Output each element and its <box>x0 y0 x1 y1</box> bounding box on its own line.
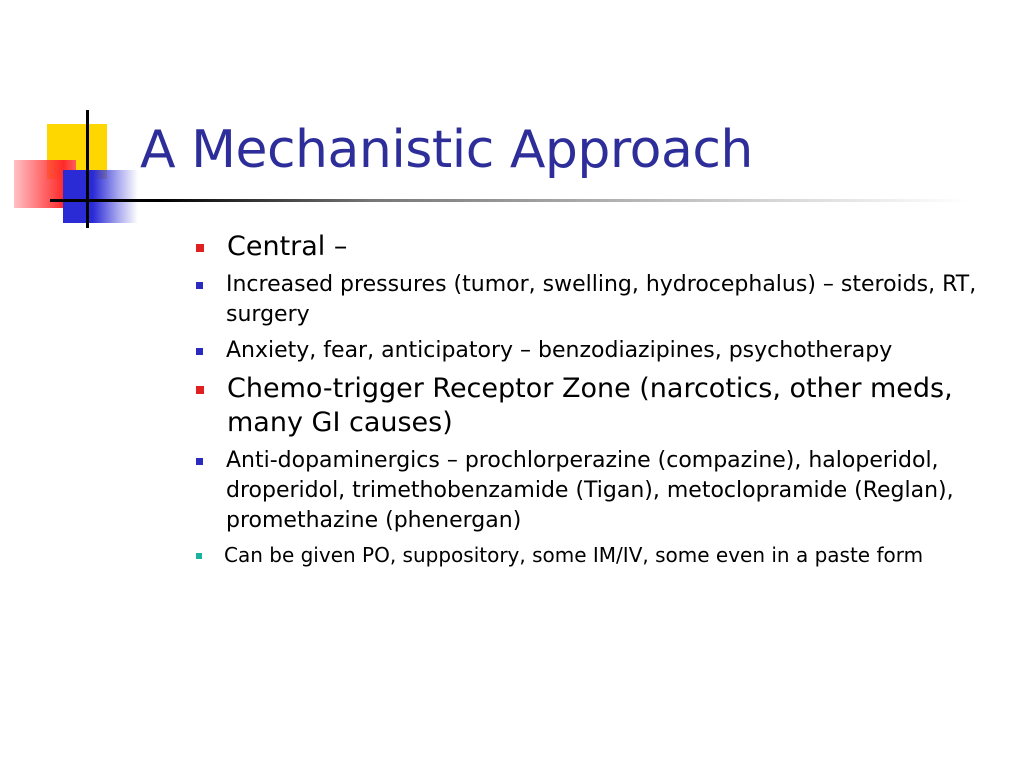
sub-bullet-item <box>196 336 996 366</box>
sub-sub-bullet-text: Can be given PO, suppository, some IM/IV, some even in a paste form <box>224 543 924 567</box>
sub-sub-bullet-item <box>196 542 996 569</box>
bullet-text: Central – <box>227 231 348 262</box>
bullet-item <box>196 372 996 440</box>
sub-bullet-item <box>196 446 996 536</box>
square-bullet-icon <box>196 282 203 289</box>
square-bullet-icon <box>196 386 204 394</box>
decorative-vertical-line <box>86 110 89 228</box>
sub-bullet-list <box>196 270 996 366</box>
slide-content <box>196 230 996 569</box>
decorative-blue-square <box>63 170 138 223</box>
sub-bullet-text: Anti-dopaminergics – prochlorperazine (compazine), haloperidol, droperidol, trimethobenzamide (Tigan), metoclopramide (Reglan), promethazine (phenergan) <box>226 448 954 533</box>
square-bullet-icon <box>196 458 203 465</box>
square-bullet-icon <box>196 244 204 252</box>
sub-bullet-item <box>196 270 996 330</box>
slide-title: A Mechanistic Approach <box>140 120 753 180</box>
sub-bullet-text: Increased pressures (tumor, swelling, hydrocephalus) – steroids, RT, surgery <box>226 272 977 327</box>
sub-bullet-text: Anxiety, fear, anticipatory – benzodiazipines, psychotherapy <box>226 338 893 363</box>
sub-sub-bullet-list <box>196 542 996 569</box>
bullet-text: Chemo-trigger Receptor Zone (narcotics, other meds, many GI causes) <box>227 373 953 438</box>
square-bullet-icon <box>196 348 203 355</box>
square-bullet-icon <box>196 553 202 559</box>
title-underline <box>50 199 970 202</box>
bullet-list <box>196 230 996 569</box>
bullet-item <box>196 230 996 264</box>
sub-bullet-list <box>196 446 996 569</box>
